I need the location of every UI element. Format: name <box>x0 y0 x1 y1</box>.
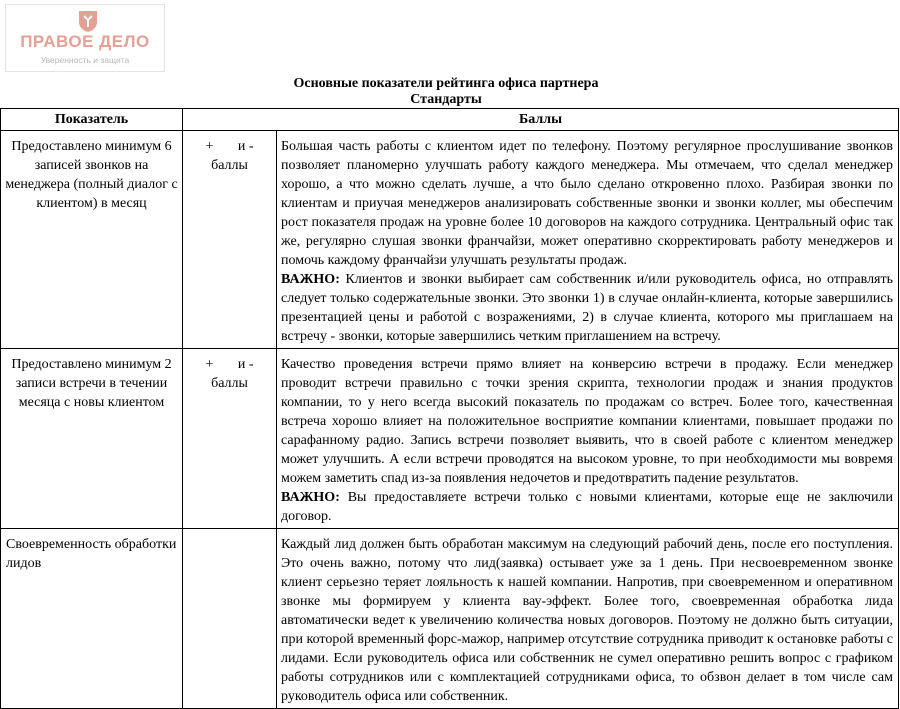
table-row <box>1 349 899 529</box>
company-logo <box>5 4 165 72</box>
ratings-table <box>0 108 899 709</box>
description-cell <box>277 131 899 349</box>
points-cell: + и - баллы <box>183 131 277 349</box>
header-points: Баллы <box>183 109 899 131</box>
indicator-cell: Своевременность обработки лидов <box>1 529 183 709</box>
table-row <box>1 131 899 349</box>
description-cell <box>277 349 899 529</box>
description-text: Большая часть работы с клиентом идет по телефону. Поэтому регулярное прослушивание звонков позволяет планомерно улучшать работу каждого менеджера. Мы отмечаем, что сделал менеджер хорошо, а что можно сделать лучше, а что было сделано откровенно плохо. Разбирая звонки по клиентам и приучая менеджеров анализировать собственные звонки и звонки коллег, мы обеспечим рост показателя продаж на уровне более 10 договоров на каждого сотрудника. Центральный офис так же, регулярно слушая звонки франчайзи, может оперативно скорректировать работу менеджеров и помочь каждому франчайзи улучшать результаты продаж. <box>281 139 893 268</box>
header-indicator: Показатель <box>1 109 183 131</box>
important-text: Вы предоставляете встречи только с новыми клиентами, которые еще не заключили договор. <box>281 490 893 524</box>
document-title: Основные показатели рейтинга офиса партнера <box>293 76 599 91</box>
logo-name: ПРАВОЕ ДЕЛО <box>20 32 150 51</box>
important-label: ВАЖНО: <box>281 490 340 505</box>
points-cell: + и - баллы <box>183 349 277 529</box>
logo-tagline: Уверенность и защита <box>40 55 130 65</box>
important-label: ВАЖНО: <box>281 272 340 287</box>
indicator-cell: Предоставлено минимум 6 записей звонков на менеджера (полный диалог с клиентом) в месяц <box>1 131 183 349</box>
indicator-cell: Предоставлено минимум 2 записи встречи в течении месяца с новы клиентом <box>1 349 183 529</box>
description-cell <box>277 529 899 709</box>
table-row <box>1 529 899 709</box>
description-text: Каждый лид должен быть обработан максимум на следующий рабочий день, после его поступления. Это очень важно, потому что лид(заявка) остывает уже за 1 день. При несвоевременном звонке клиент серьезно теряет лояльность к нашей компании. Напротив, при своевременном и оперативном звонке мы формируем у клиента вау-эффект. Более того, своевременная обработка лида автоматически ведет к увеличению количества новых договоров. Поэтому не должно быть ситуации, при которой временный форс-мажор, например отсутствие сотрудника приводит к остановке работы с лидами. Если руководитель офиса или собственник не сумел оперативно решить вопрос с графиком работы сотрудников или с комплектацией сотрудниками офиса, то обзвон делает в том числе сам руководитель офиса или собственник. <box>281 537 893 704</box>
important-text: Клиентов и звонки выбирает сам собственник и/или руководитель офиса, но отправлять следует только содержательные звонки. Это звонки 1) в случае онлайн-клиента, которые завершились презентацией цены и работой с возражениями, 2) в случае клиента, которого мы приглашаем на встречу - звонки, которые завершились четким приглашением на встречу. <box>281 272 894 344</box>
shield-emblem-icon <box>75 9 101 33</box>
document-subtitle: Стандарты <box>410 92 482 107</box>
description-text: Качество проведения встречи прямо влияет на конверсию встречи в продажу. Если менеджер проводит встречи правильно с точки зрения скрипта, технологии продаж и знания продуктов компании, то у него всегда высокий показатель по продажам со встреч. Более того, качественная встреча хорошо влияет на положительное восприятие компании клиентами, повышает продажи по сарафанному радио. Запись встречи позволяет выявить, что в своей работе с клиентом менеджер может улучшить. А если встречи проводятся на высоком уровне, то при необходимости мы вовремя можем заметить спад из-за появления недочетов и предотвратить падение результатов. <box>281 357 893 486</box>
points-cell <box>183 529 277 709</box>
table-header-row <box>1 109 899 131</box>
